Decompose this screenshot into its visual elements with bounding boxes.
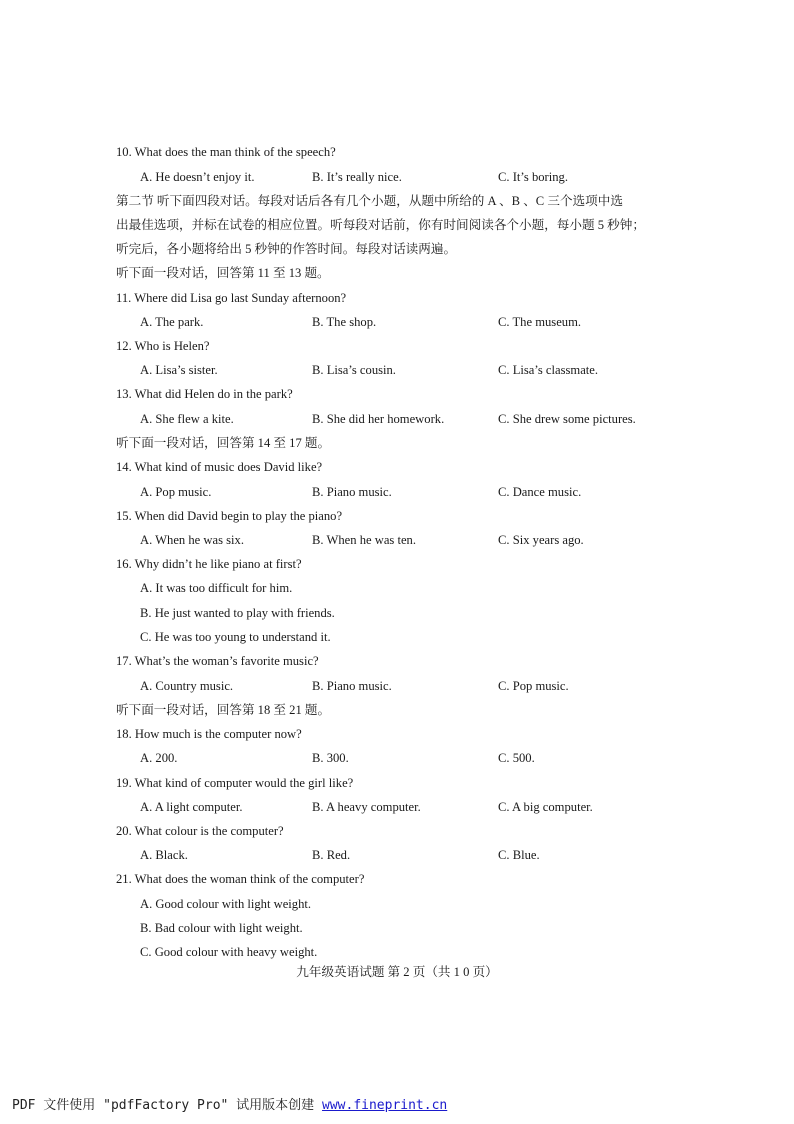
- question-20: 20. What colour is the computer?: [116, 824, 284, 838]
- q17-option-c: C. Pop music.: [498, 679, 569, 693]
- question-13: 13. What did Helen do in the park?: [116, 387, 293, 401]
- pdf-creator-text: PDF 文件使用 "pdfFactory Pro" 试用版本创建: [12, 1098, 315, 1113]
- q21-option-b: B. Bad colour with light weight.: [140, 921, 303, 935]
- q15-option-a: A. When he was six.: [140, 533, 244, 547]
- q17-option-a: A. Country music.: [140, 679, 234, 693]
- dialogue-3-instruction: 听下面一段对话，回答第 18 至 21 题。: [116, 703, 331, 717]
- q18-option-b: B. 300.: [312, 751, 349, 765]
- question-18: 18. How much is the computer now?: [116, 727, 302, 741]
- q10-option-b: B. It’s really nice.: [312, 170, 402, 184]
- question-16: 16. Why didn’t he like piano at first?: [116, 557, 302, 571]
- page-footer: 九年级英语试题 第 2 页（共 1 0 页）: [296, 965, 498, 979]
- section-2-instruction-line-2: 出最佳选项，并标在试卷的相应位置。听每段对话前，你有时间阅读各个小题，每小题 5 秒钟；: [116, 218, 645, 232]
- q12-option-b: B. Lisa’s cousin.: [312, 363, 396, 377]
- question-12: 12. Who is Helen?: [116, 339, 210, 353]
- fineprint-link[interactable]: www.fineprint.cn: [322, 1098, 448, 1113]
- section-2-instruction-line-1: 第二节 听下面四段对话。每段对话后各有几个小题，从题中所给的 A 、B 、C 三个选项中选: [116, 194, 623, 208]
- question-11: 11. Where did Lisa go last Sunday afternoon?: [116, 291, 347, 305]
- question-15: 15. When did David begin to play the piano?: [116, 509, 343, 523]
- q12-option-c: C. Lisa’s classmate.: [498, 363, 599, 377]
- q10-option-c: C. It’s boring.: [498, 170, 568, 184]
- question-10: 10. What does the man think of the speech?: [116, 145, 336, 159]
- q18-option-a: A. 200.: [140, 751, 178, 765]
- q20-option-a: A. Black.: [140, 848, 188, 862]
- q20-option-b: B. Red.: [312, 848, 351, 862]
- q16-option-c: C. He was too young to understand it.: [140, 630, 331, 644]
- q19-option-b: B. A heavy computer.: [312, 800, 421, 814]
- q16-option-b: B. He just wanted to play with friends.: [140, 606, 335, 620]
- question-17: 17. What’s the woman’s favorite music?: [116, 654, 319, 668]
- q15-option-b: B. When he was ten.: [312, 533, 416, 547]
- question-19: 19. What kind of computer would the girl like?: [116, 776, 354, 790]
- q11-option-c: C. The museum.: [498, 315, 582, 329]
- q18-option-c: C. 500.: [498, 751, 535, 765]
- pdf-creator-footer: [12, 1094, 447, 1113]
- q16-option-a: A. It was too difficult for him.: [140, 581, 293, 595]
- q10-option-a: A. He doesn’t enjoy it.: [140, 170, 255, 184]
- q11-option-b: B. The shop.: [312, 315, 377, 329]
- q19-option-a: A. A light computer.: [140, 800, 243, 814]
- dialogue-1-instruction: 听下面一段对话，回答第 11 至 13 题。: [116, 266, 330, 280]
- q13-option-b: B. She did her homework.: [312, 412, 445, 426]
- dialogue-2-instruction: 听下面一段对话，回答第 14 至 17 题。: [116, 436, 331, 450]
- q17-option-b: B. Piano music.: [312, 679, 392, 693]
- q14-option-a: A. Pop music.: [140, 485, 212, 499]
- question-14: 14. What kind of music does David like?: [116, 460, 323, 474]
- section-2-instruction-line-3: 听完后，各小题将给出 5 秒钟的作答时间。每段对话读两遍。: [116, 242, 457, 256]
- q14-option-c: C. Dance music.: [498, 485, 582, 499]
- q13-option-a: A. She flew a kite.: [140, 412, 234, 426]
- question-21: 21. What does the woman think of the computer?: [116, 872, 365, 886]
- q13-option-c: C. She drew some pictures.: [498, 412, 636, 426]
- q11-option-a: A. The park.: [140, 315, 204, 329]
- q12-option-a: A. Lisa’s sister.: [140, 363, 218, 377]
- q19-option-c: C. A big computer.: [498, 800, 593, 814]
- q21-option-c: C. Good colour with heavy weight.: [140, 945, 318, 959]
- q20-option-c: C. Blue.: [498, 848, 540, 862]
- q14-option-b: B. Piano music.: [312, 485, 392, 499]
- q15-option-c: C. Six years ago.: [498, 533, 584, 547]
- q21-option-a: A. Good colour with light weight.: [140, 897, 312, 911]
